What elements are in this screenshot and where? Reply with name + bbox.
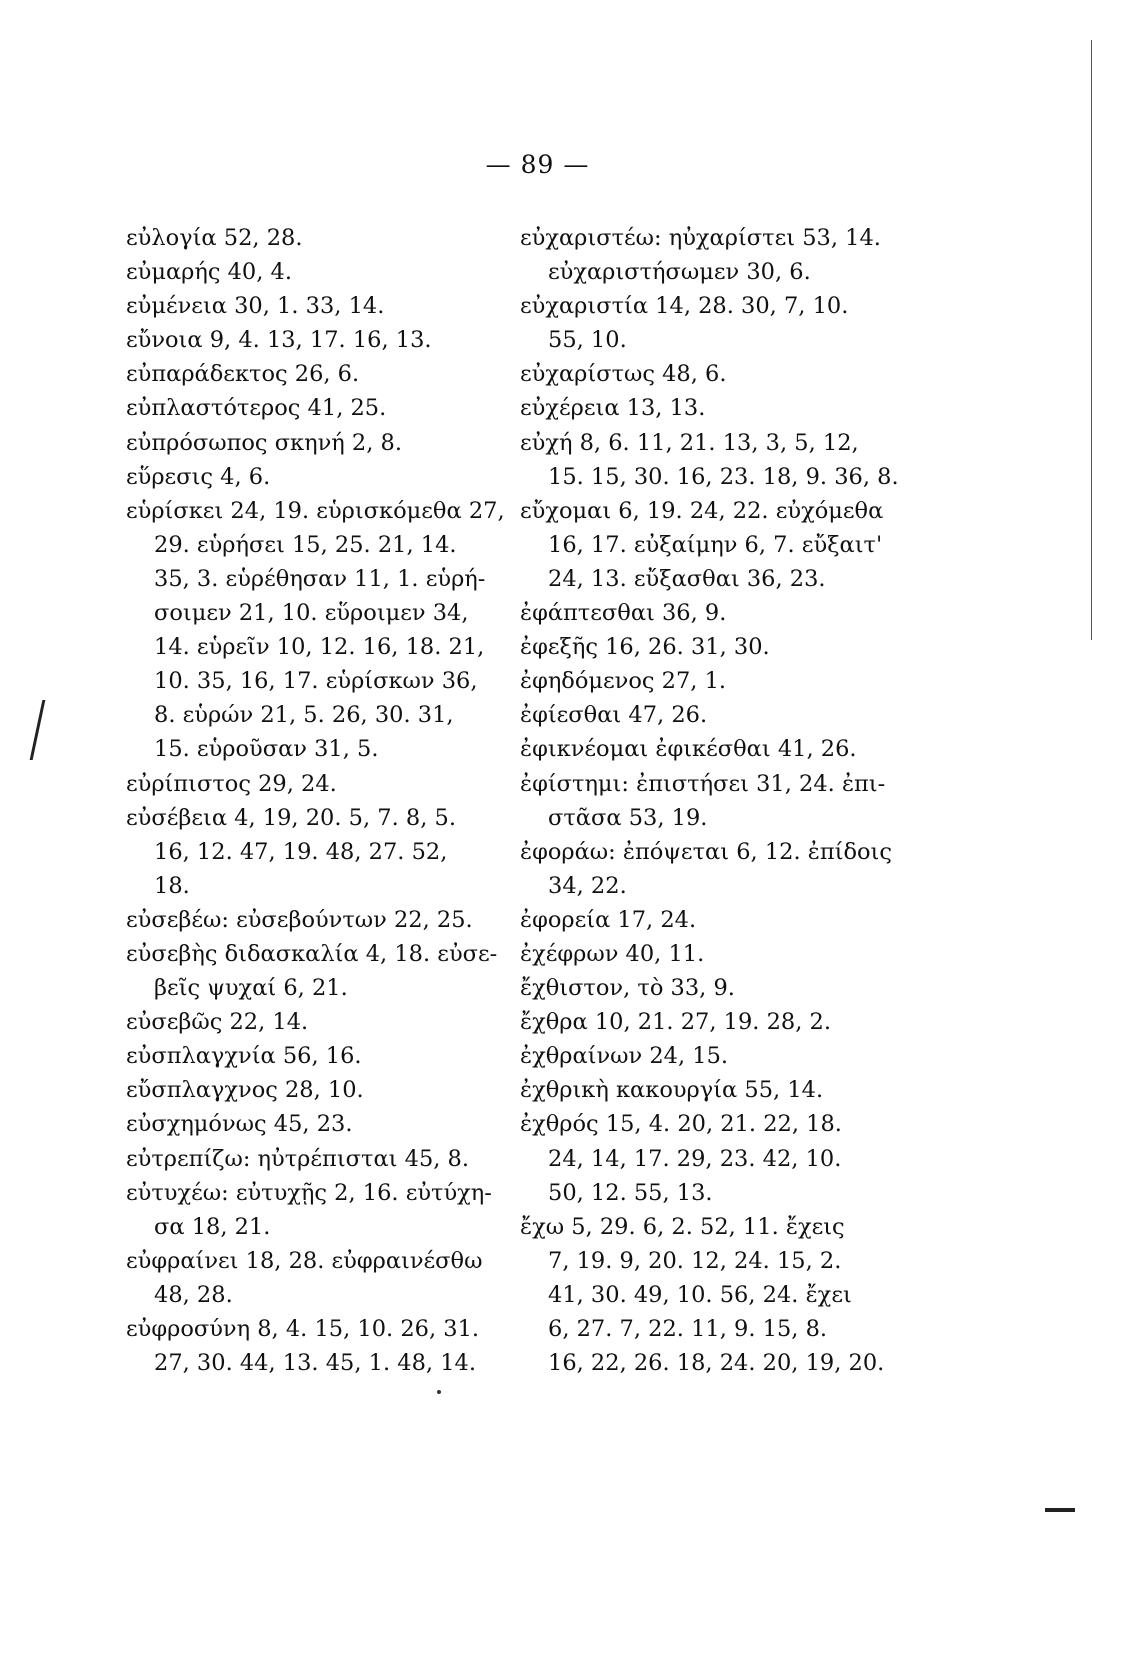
index-entry-continuation: 18. (154, 872, 190, 899)
index-entry-continuation: σα 18, 21. (154, 1213, 271, 1240)
index-entry-continuation: 50, 12. 55, 13. (548, 1179, 713, 1206)
index-entry: εὐτυχέω: εὐτυχῇς 2, 16. εὐτύχη- (126, 1179, 492, 1206)
index-entry-continuation: 27, 30. 44, 13. 45, 1. 48, 14. (154, 1350, 477, 1377)
index-entry: εὔνοια 9, 4. 13, 17. 16, 13. (126, 327, 432, 354)
scan-dash-mark (1045, 1508, 1075, 1512)
index-entry-continuation: 16, 17. εὐξαίμην 6, 7. εὔξαιτ' (548, 531, 883, 558)
index-entry: εὐτρεπίζω: ηὐτρέπισται 45, 8. (126, 1145, 470, 1172)
index-entry: ἐφηδόμενος 27, 1. (520, 668, 727, 695)
index-entry: εὔχομαι 6, 19. 24, 22. εὐχόμεθα (520, 497, 884, 524)
index-entry: εὐχή 8, 6. 11, 21. 13, 3, 5, 12, (520, 429, 859, 456)
index-entry: εὕρεσις 4, 6. (126, 463, 271, 490)
index-entry-continuation: βεῖς ψυχαί 6, 21. (154, 975, 348, 1002)
index-entry: ἐχθραίνων 24, 15. (520, 1043, 729, 1070)
index-entry: εὐμένεια 30, 1. 33, 14. (126, 293, 385, 320)
index-entry: εὐπαράδεκτος 26, 6. (126, 361, 360, 388)
index-entry-continuation: 10. 35, 16, 17. εὑρίσκων 36, (154, 668, 478, 695)
index-entry-continuation: 48, 28. (154, 1281, 233, 1308)
index-entry-continuation: 15. εὑροῦσαν 31, 5. (154, 736, 379, 763)
scan-margin-mark (30, 700, 46, 760)
index-entry-continuation: 34, 22. (548, 872, 627, 899)
index-entry: εὐσπλαγχνία 56, 16. (126, 1043, 362, 1070)
index-entry: εὐφροσύνη 8, 4. 15, 10. 26, 31. (126, 1316, 480, 1342)
index-entry-continuation: 16, 12. 47, 19. 48, 27. 52, (154, 838, 448, 865)
index-entry: εὐχέρεια 13, 13. (520, 395, 706, 422)
index-entry: εὐχαρίστως 48, 6. (520, 361, 727, 388)
index-entry: ἐφορεία 17, 24. (520, 906, 697, 933)
index-entry-continuation: εὐχαριστήσωμεν 30, 6. (548, 259, 811, 286)
index-entry-continuation: 35, 3. εὑρέθησαν 11, 1. εὑρή- (154, 565, 486, 592)
index-entry: εὐπλαστότερος 41, 25. (126, 395, 387, 422)
index-entry: ἔχθιστον, τὸ 33, 9. (520, 975, 735, 1002)
index-entry: ἔχθρα 10, 21. 27, 19. 28, 2. (520, 1009, 831, 1036)
index-entry: ἐφάπτεσθαι 36, 9. (520, 600, 727, 627)
index-entry: ἐφίεσθαι 47, 26. (520, 702, 708, 729)
index-entry-continuation: 16, 22, 26. 18, 24. 20, 19, 20. (548, 1350, 885, 1377)
index-entry-continuation: 8. εὑρών 21, 5. 26, 30. 31, (154, 702, 454, 729)
index-entry: εὐσεβέω: εὐσεβούντων 22, 25. (126, 906, 473, 933)
index-entry: εὐσχημόνως 45, 23. (126, 1111, 353, 1138)
index-entry: εὐσέβεια 4, 19, 20. 5, 7. 8, 5. (126, 804, 456, 831)
index-entry: εὔσπλαγχνος 28, 10. (126, 1077, 364, 1104)
index-entry-continuation: 55, 10. (548, 327, 627, 354)
scan-edge-line (1091, 40, 1092, 640)
index-entry: ἐχθρικὴ κακουργία 55, 14. (520, 1077, 824, 1104)
index-entry: ἐχέφρων 40, 11. (520, 940, 705, 967)
index-entry-continuation: 14. εὑρεῖν 10, 12. 16, 18. 21, (154, 634, 485, 661)
index-entry: ἐχθρός 15, 4. 20, 21. 22, 18. (520, 1111, 842, 1138)
index-entry: εὐλογία 52, 28. (126, 225, 303, 251)
index-entry: ἔχω 5, 29. 6, 2. 52, 11. ἔχεις (520, 1213, 845, 1240)
index-entry: ἐφικνέομαι ἐφικέσθαι 41, 26. (520, 736, 857, 763)
index-column-left (126, 221, 516, 1380)
index-entry: εὐσεβὴς διδασκαλία 4, 18. εὐσε- (126, 940, 498, 967)
index-entry: εὐπρόσωπος σκηνή 2, 8. (126, 429, 402, 456)
index-entry-continuation: 7, 19. 9, 20. 12, 24. 15, 2. (548, 1247, 842, 1274)
index-entry: ἐφίστημι: ἐπιστήσει 31, 24. ἐπι- (520, 770, 886, 797)
index-entry: εὐχαριστέω: ηὐχαρίστει 53, 14. (520, 225, 881, 251)
index-entry: ἐφεξῆς 16, 26. 31, 30. (520, 634, 770, 661)
index-column-right (520, 221, 900, 1380)
index-entry: εὑρίσκει 24, 19. εὑρισκόμεθα 27, (126, 497, 505, 524)
index-entry: ἐφοράω: ἐπόψεται 6, 12. ἐπίδοις (520, 838, 892, 865)
index-entry-continuation: 24, 13. εὔξασθαι 36, 23. (548, 565, 826, 592)
index-entry-continuation: στᾶσα 53, 19. (548, 804, 708, 831)
scan-speck (437, 1390, 441, 1394)
page-number: — 89 — (485, 150, 590, 179)
index-entry: εὐφραίνει 18, 28. εὐφραινέσθω (126, 1247, 483, 1274)
index-entry-continuation: σοιμεν 21, 10. εὕροιμεν 34, (154, 600, 469, 627)
index-entry: εὐρίπιστος 29, 24. (126, 770, 337, 797)
index-entry-continuation: 15. 15, 30. 16, 23. 18, 9. 36, 8. (548, 463, 899, 490)
index-entry-continuation: 24, 14, 17. 29, 23. 42, 10. (548, 1145, 842, 1172)
index-entry: εὐχαριστία 14, 28. 30, 7, 10. (520, 293, 849, 320)
index-entry-continuation: 6, 27. 7, 22. 11, 9. 15, 8. (548, 1316, 828, 1342)
index-entry-continuation: 41, 30. 49, 10. 56, 24. ἔχει (548, 1281, 852, 1308)
index-entry: εὐμαρής 40, 4. (126, 259, 293, 286)
index-entry: εὐσεβῶς 22, 14. (126, 1009, 309, 1036)
index-entry-continuation: 29. εὑρήσει 15, 25. 21, 14. (154, 531, 457, 558)
